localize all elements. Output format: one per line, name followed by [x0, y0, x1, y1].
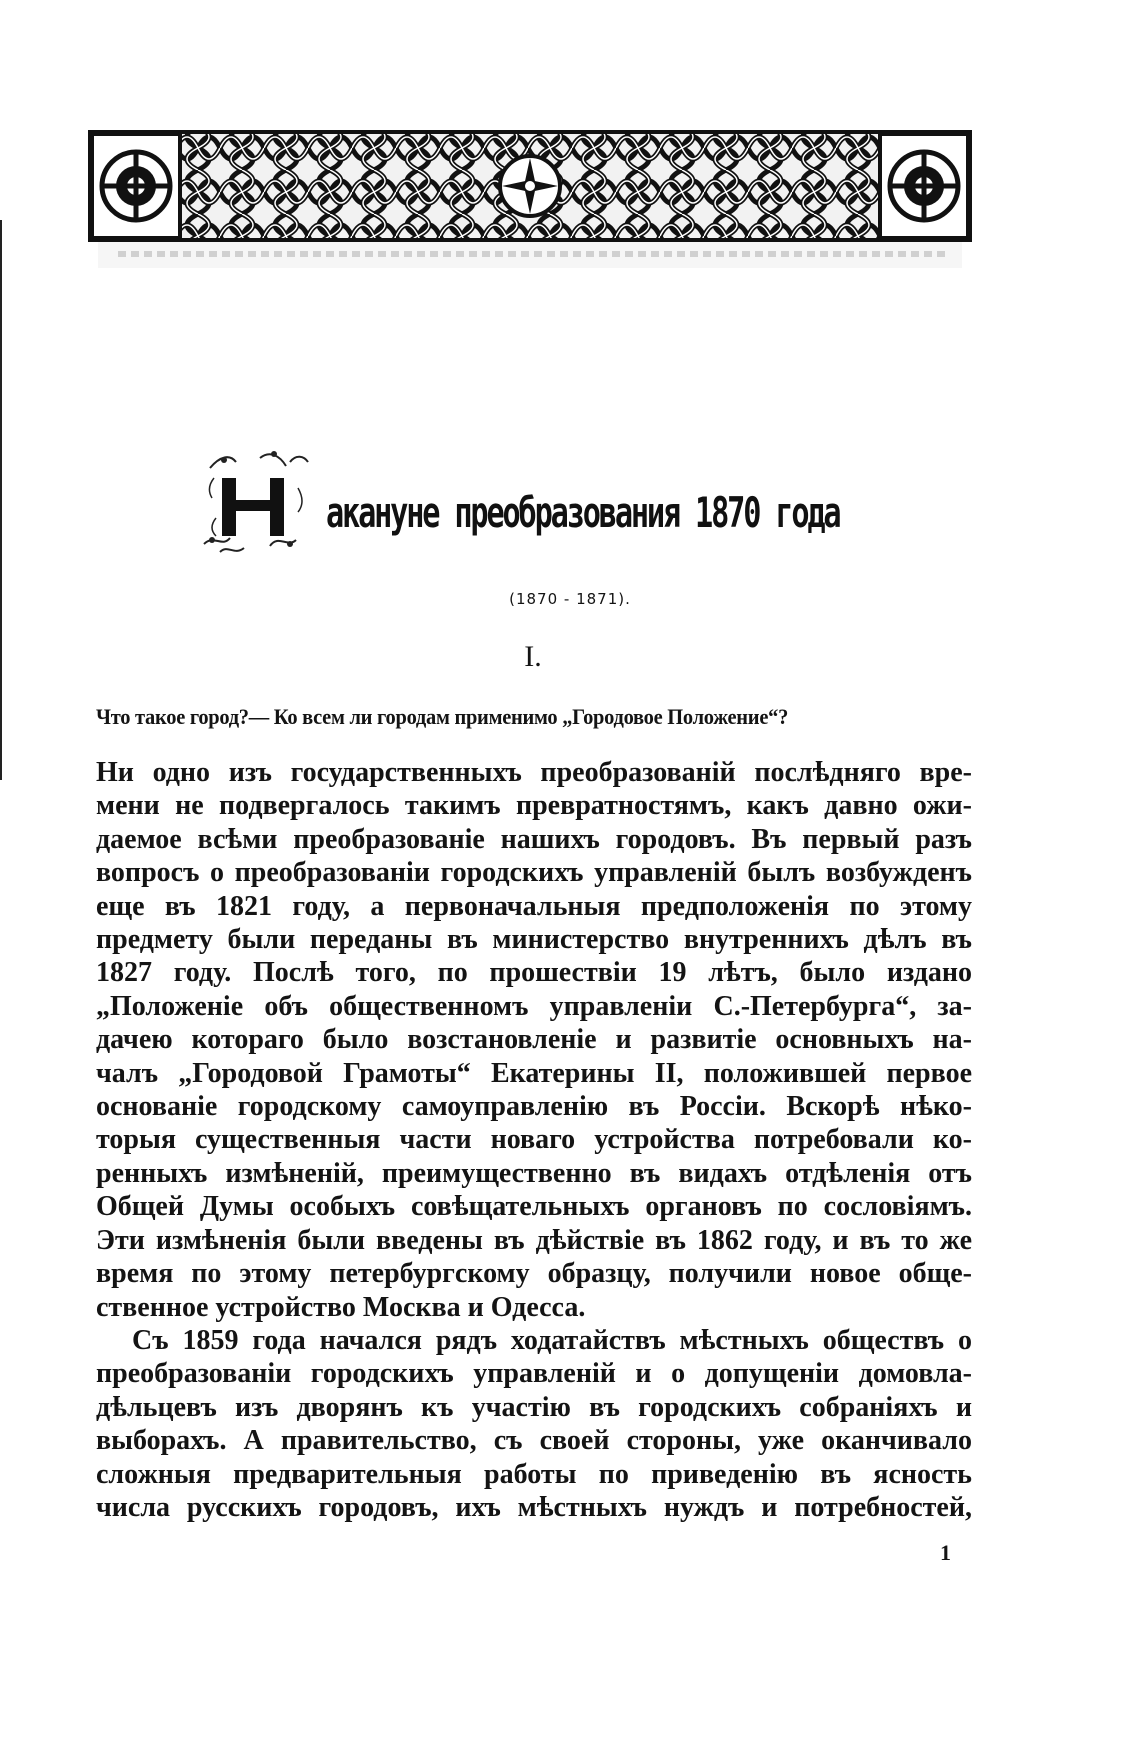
text-line: дачею котораго было возстановленіе и развитіе основныхъ на- — [96, 1024, 972, 1056]
text-line: „Положеніе объ общественномъ управленіи С.-Петербурга“, за- — [96, 990, 972, 1022]
chapter-number: I. — [524, 640, 542, 673]
body-text — [96, 756, 972, 1524]
text-line: основаніе городскому самоуправленію въ Россіи. Вскорѣ нѣко- — [96, 1091, 972, 1123]
text-line-indented — [96, 1324, 972, 1357]
text-line: Ни одно изъ государственныхъ преобразованій послѣдняго вре- — [96, 757, 972, 788]
title-text: акануне преобразования 1870 года — [326, 488, 840, 537]
text-line: сложныя предварительныя работы по приведенію въ ясность — [96, 1458, 972, 1490]
text-line: время по этому петербургскому образцу, получили новое обще- — [96, 1258, 972, 1290]
text-line: чалъ „Городовой Грамоты“ Екатерины II, положившей первое — [96, 1057, 972, 1089]
text-line: Эти измѣненія были введены въ дѣйствіе въ 1862 году, и въ то же — [96, 1224, 972, 1256]
text-line: Съ 1859 года начался рядъ ходатайствъ мѣстныхъ обществъ о — [132, 1324, 972, 1356]
page-edge-shadow — [0, 220, 2, 780]
chapter-title — [200, 448, 920, 548]
knotwork-headpiece-icon — [88, 126, 972, 276]
section-heading — [96, 704, 976, 736]
text-line: ренныхъ измѣненій, преимущественно въ видахъ отдѣленія отъ — [96, 1157, 972, 1189]
page-number: 1 — [940, 1540, 951, 1565]
text-line: еще въ 1821 году, а первоначальныя предположенія по этому — [96, 890, 972, 922]
text-line: выборахъ. А правительство, съ своей стороны, уже оканчивало — [96, 1425, 972, 1457]
text-line: ственное устройство Москва и Одесса. — [96, 1291, 586, 1323]
text-line: даемое всѣми преобразованіе нашихъ городовъ. Въ первый разъ — [96, 823, 972, 855]
text-line: преобразованіи городскихъ управленій и о допущеніи домовла- — [96, 1358, 972, 1390]
text-line: Общей Думы особыхъ совѣщательныхъ органовъ по сословіямъ. — [96, 1191, 972, 1223]
section-heading-text: Что такое город?— Ко всем ли городам применимо „Городовое Положение“? — [96, 704, 789, 729]
text-line: 1827 году. Послѣ того, по прошествіи 19 лѣтъ, было издано — [96, 957, 972, 989]
text-line: предмету были переданы въ министерство внутреннихъ дѣлъ въ — [96, 924, 972, 956]
title-dates: (1870 - 1871). — [509, 590, 631, 608]
text-line: мени не подвергалось такимъ превратностямъ, какъ давно ожи- — [96, 790, 972, 822]
floral-drop-cap-icon — [200, 448, 312, 560]
text-line: вопросъ о преобразованіи городскихъ управленій былъ возбужденъ — [96, 857, 972, 889]
text-line: дѣльцевъ изъ дворянъ къ участію въ городскихъ собраніяхъ и — [96, 1391, 972, 1423]
text-line: числа русскихъ городовъ, ихъ мѣстныхъ нуждъ и потребностей, — [96, 1491, 972, 1523]
text-line: торыя существенныя части новаго устройства потребовали ко- — [96, 1124, 972, 1156]
